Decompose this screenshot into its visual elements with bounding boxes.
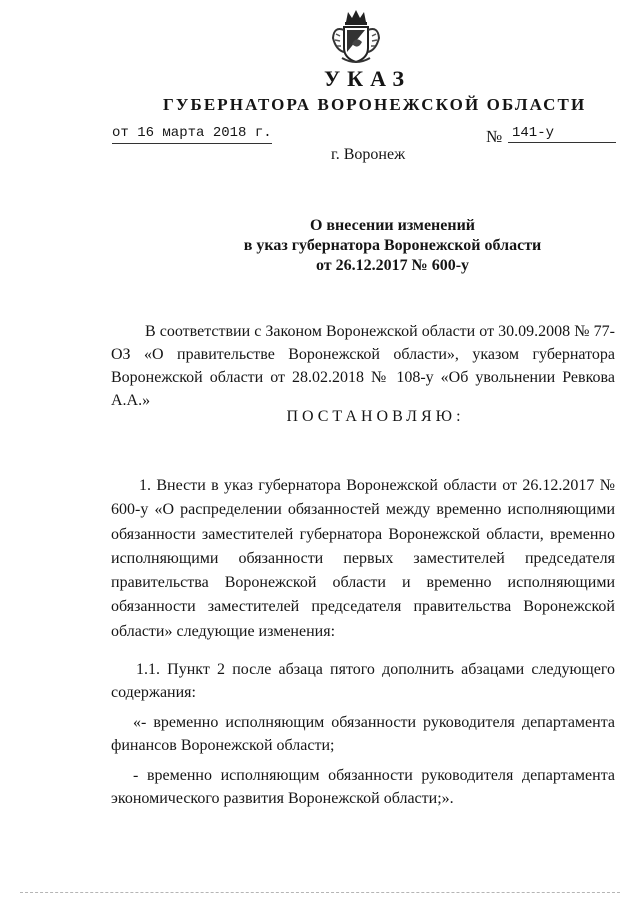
item-1-1-paragraph: 1.1. Пункт 2 после абзаца пятого дополнить абзацами следующего содержания: bbox=[111, 661, 615, 701]
quote-paragraph-1: «- временно исполняющим обязанности руководителя департамента финансов Воронежской области; bbox=[111, 714, 615, 754]
document-title bbox=[0, 216, 640, 276]
preamble-paragraph: В соответствии с Законом Воронежской области от 30.09.2008 № 77-ОЗ «О правительстве Воронежской области», указом губернатора Воронежской области от 28.02.2018 № 108-у «Об увольнении Ревкова А.А.» bbox=[111, 323, 615, 409]
title-line-1: О внесении изменений bbox=[309, 217, 476, 234]
document-date: от 16 марта 2018 г. bbox=[112, 124, 272, 144]
scan-artifact-line bbox=[20, 892, 620, 893]
resolve-heading: ПОСТАНОВЛЯЮ: bbox=[286, 408, 465, 425]
title-line-2: в указ губернатора Воронежской области bbox=[243, 237, 542, 254]
title-line-3: от 26.12.2017 № 600-у bbox=[315, 257, 470, 274]
city-label: г. Воронеж bbox=[331, 146, 406, 163]
issuer-heading: ГУБЕРНАТОРА ВОРОНЕЖСКОЙ ОБЛАСТИ bbox=[163, 95, 587, 114]
document-type-heading: УКАЗ bbox=[323, 66, 412, 91]
quote-paragraph-2: - временно исполняющим обязанности руководителя департамента экономического развития Воронежской области;». bbox=[111, 767, 615, 807]
item-1-paragraph: 1. Внести в указ губернатора Воронежской области от 26.12.2017 № 600-у «О распределении обязанностей между временно исполняющими обязанности заместителей губернатора Воронежской области, временно исполняющими обязанности первых заместителей председателя правительства Воронежской области и временно исполняющими обязанности заместителей председателя правительства Воронежской области» следующие изменения: bbox=[111, 477, 615, 640]
document-number: 141-у bbox=[508, 124, 616, 143]
coat-of-arms-icon bbox=[330, 8, 382, 66]
number-sign: № bbox=[486, 127, 503, 146]
